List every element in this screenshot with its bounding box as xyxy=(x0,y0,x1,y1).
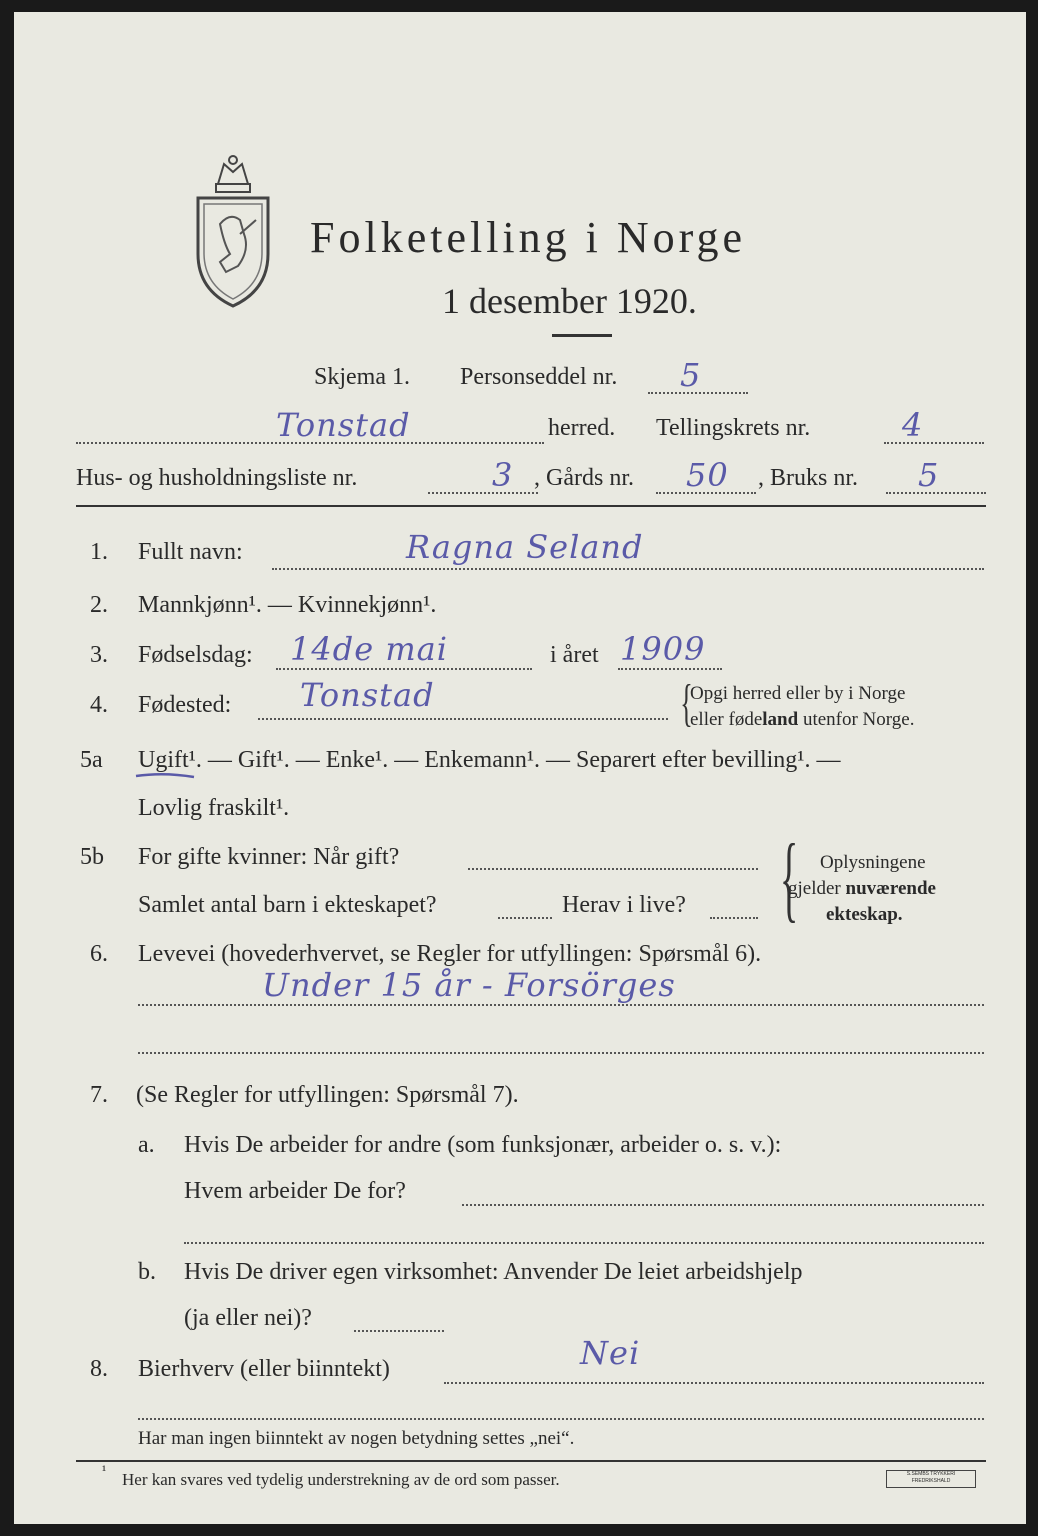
q4-label: Fødested: xyxy=(138,692,232,718)
q5b-married-line xyxy=(468,868,758,870)
q3-year-value: 1909 xyxy=(620,630,706,668)
q5b-note-line2b: nuværende xyxy=(845,878,936,899)
footnote-mark: ¹ xyxy=(102,1464,107,1479)
q7b-answer-line xyxy=(354,1330,444,1332)
q5b-note-line1: Oplysningene xyxy=(820,852,926,873)
footer-divider xyxy=(76,1460,986,1462)
q3-day-value: 14de mai xyxy=(290,630,448,668)
printer-stamp: S.SEMBS TRYKKERI FREDRIKSHALD xyxy=(886,1470,976,1488)
header-divider xyxy=(76,505,986,507)
gards-value: 50 xyxy=(686,456,729,494)
q4-note-line2a: eller føde xyxy=(690,709,763,730)
q6-value: Under 15 år - Forsörges xyxy=(262,966,676,1004)
q4-number: 4. xyxy=(90,692,108,718)
bruks-value: 5 xyxy=(918,456,940,494)
q1-label: Fullt navn: xyxy=(138,539,243,565)
q8-number: 8. xyxy=(90,1356,108,1382)
hus-value: 3 xyxy=(492,456,514,494)
q5b-number: 5b xyxy=(80,844,104,870)
q1-number: 1. xyxy=(90,539,108,565)
q6-number: 6. xyxy=(90,941,108,967)
q5b-note-line2a: gjelder xyxy=(788,878,846,899)
coat-of-arms-icon xyxy=(190,154,276,310)
q6-line2 xyxy=(138,1052,984,1054)
q4-note-line2 xyxy=(690,709,914,731)
q7-label: (Se Regler for utfyllingen: Spørsmål 7). xyxy=(136,1082,519,1108)
q5b-label2: Samlet antal barn i ekteskapet? xyxy=(138,892,437,918)
q4-line xyxy=(258,718,668,720)
q7a-line2: Hvem arbeider De for? xyxy=(184,1178,406,1204)
q5a-number: 5a xyxy=(80,747,103,773)
q5a-line2: Lovlig fraskilt¹. xyxy=(138,795,290,821)
q5b-label3: Herav i live? xyxy=(562,892,686,918)
q5b-label1: For gifte kvinner: Når gift? xyxy=(138,844,400,870)
q8-line1 xyxy=(444,1382,984,1384)
q8-line2 xyxy=(138,1418,984,1420)
q4-value: Tonstad xyxy=(300,676,435,714)
q7b-line1: Hvis De driver egen virksomhet: Anvender De leiet arbeidshjelp xyxy=(184,1259,803,1285)
ugift-underline-mark xyxy=(134,770,196,780)
q3-number: 3. xyxy=(90,642,108,668)
q7-number: 7. xyxy=(90,1082,108,1108)
q7b-line2: (ja eller nei)? xyxy=(184,1305,312,1331)
q7a-answer-line1 xyxy=(462,1204,984,1206)
q5b-children-line xyxy=(498,917,552,919)
q5b-note-line3: ekteskap. xyxy=(826,904,903,925)
q8-value: Nei xyxy=(580,1334,641,1372)
gards-label: , Gårds nr. xyxy=(534,465,634,491)
q2-number: 2. xyxy=(90,592,108,618)
q4-note-brace: { xyxy=(680,675,693,732)
tellingskrets-label: Tellingskrets nr. xyxy=(656,415,811,441)
q5b-note-brace: { xyxy=(779,824,799,931)
footer-note: Har man ingen biinntekt av nogen betydning settes „nei“. xyxy=(138,1428,575,1449)
q2-label: Mannkjønn¹. — Kvinnekjønn¹. xyxy=(138,592,437,618)
tellingskrets-value: 4 xyxy=(902,406,924,444)
herred-value: Tonstad xyxy=(276,406,411,444)
q5b-note-line2 xyxy=(788,878,936,900)
title-divider xyxy=(552,334,612,337)
q7a-line1: Hvis De arbeider for andre (som funksjonær, arbeider o. s. v.): xyxy=(184,1132,782,1158)
census-form xyxy=(14,12,1026,1524)
q8-label: Bierhverv (eller biinntekt) xyxy=(138,1356,390,1382)
footnote-text: Her kan svares ved tydelig understrekning av de ord som passer. xyxy=(122,1470,560,1489)
herred-label: herred. xyxy=(548,415,616,441)
form-title: Folketelling i Norge xyxy=(310,213,747,262)
q3-label: Fødselsdag: xyxy=(138,642,253,668)
q7a-letter: a. xyxy=(138,1132,155,1158)
bruks-label: , Bruks nr. xyxy=(758,465,859,491)
q3-year-line xyxy=(618,668,722,670)
q4-note-line1: Opgi herred eller by i Norge xyxy=(690,683,906,704)
q3-day-line xyxy=(276,668,532,670)
tellingskrets-line xyxy=(884,442,984,444)
hus-line xyxy=(428,492,538,494)
q6-line1 xyxy=(138,1004,984,1006)
personseddel-label: Personseddel nr. xyxy=(460,364,618,390)
q7b-letter: b. xyxy=(138,1259,156,1285)
q3-year-label: i året xyxy=(550,642,599,668)
q1-value: Ragna Seland xyxy=(406,528,644,566)
q1-line xyxy=(272,568,984,570)
q4-note-line2b: land xyxy=(762,709,799,730)
skjema-label: Skjema 1. xyxy=(314,364,410,390)
q6-label: Levevei (hovederhvervet, se Regler for utfyllingen: Spørsmål 6). xyxy=(138,941,762,967)
q4-note-line2c: utenfor Norge. xyxy=(798,709,915,730)
census-date: 1 desember 1920. xyxy=(442,281,697,321)
personseddel-value: 5 xyxy=(680,356,702,394)
hus-label: Hus- og husholdningsliste nr. xyxy=(76,465,358,491)
q7a-answer-line2 xyxy=(184,1242,984,1244)
q5b-alive-line xyxy=(710,917,758,919)
q5a-line1: Ugift¹. — Gift¹. — Enke¹. — Enkemann¹. — Separert efter bevilling¹. — xyxy=(138,747,841,773)
